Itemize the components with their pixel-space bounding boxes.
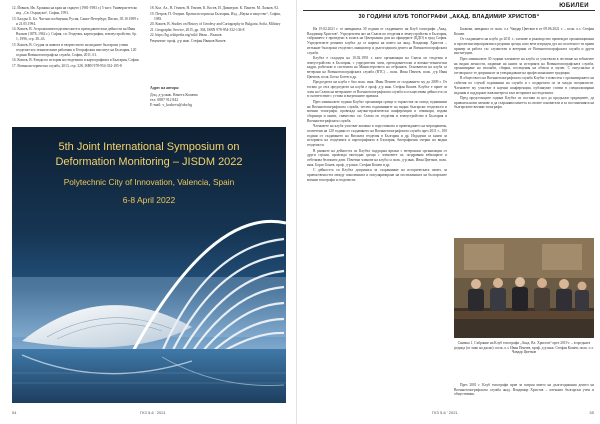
- paragraph: В рамките на дейността си Клубът поддържа връзки с ветерански организации от други страни, провежда ежегодни срещи с членовете си, поздравява юбилярите и отбелязва бележити дати. Почетни членове на клуба са полк. д-р инж. Иван Цветков, полк. инж. Борис Бонев, проф. д-р инж. Стефан Кошев и др.: [307, 148, 447, 167]
- article-closing-paragraph: [454, 383, 594, 397]
- reference-entry: 21. Geographic Service, 2015, pp. 304, ISBN 978-954-332-136-8: [150, 27, 245, 32]
- reference-entry: 19. Петров, П. Очерки. Кратка история на България, Изд. „Наука и изкуство“, София, 1983.: [150, 11, 281, 21]
- group-photo-illustration: [454, 238, 594, 338]
- author-address-block: [150, 86, 286, 108]
- paragraph: На 19.02.2021 г. се навършиха 30 години от създаването на Клуб топографи „Акад. Владимир Христов“. Учредителен акт на Съюза по геодезия и земеустройство в България, събранието е проведено в залата на Централния дом на офицерите (ЦДО) в град София. Учредителите решават клубът да се нарича на името на акад. Владимир Христов – изтъкнат български геодезист, инициатор и дългогодишен деятел на Военнотопографската служба.: [307, 27, 447, 55]
- poster-title-line-1: 5th Joint International Symposium on: [58, 141, 240, 153]
- paragraph: През изминалите 30 години членовете на клуба са участвали в честване на юбилеите на видни личности, издаване на книги за историята на Военнотопографската служба, организиране на изложби, сбирки, посещения на обекти и музеи. С ентусиазъм и отговорност те допринасят за утвърждаване на професионалните традиции.: [454, 56, 594, 75]
- section-label: ЮБИЛЕИ: [559, 3, 589, 9]
- reference-entry: 16. Кошев, В. Етюди по история на геодезията и картографията в България, София.: [12, 58, 140, 63]
- left-journal-issue: ГКЗ 5-6 ' 2021: [140, 410, 166, 415]
- author-email: E-mail: v_kosheva@abv.bg: [150, 103, 193, 107]
- paragraph: С дейността си Клубът допринася за съхраняване на историческата памет, за приемствеността между поколенията и популяризиране на постиженията на българските военни топографи и геодезисти.: [307, 168, 447, 182]
- author-address-title: Адрес на автора:: [150, 86, 180, 90]
- right-journal-issue: ГКЗ 5-6 ' 2021: [432, 410, 458, 415]
- paragraph: Членовете на клуба участват активно в подготовката и провеждането на мероприятия, посветени на 120 години от създаването на Военнотопографската служба през 2011 г., 100 години от създаването на Висшата геодезия в България и др. Издадени са книги за историята на геодезията и картографията в България, биографични очерки на видни геодезисти.: [307, 124, 447, 148]
- section-header-bar: [303, 2, 595, 11]
- paragraph: Клубът е създаден на 10.02.1991 г. като организация на Съюза по геодезия и земеустройство в България, с учредителен член, преподавателски и военно-технически кадри, работили в системата на Министерството на отбраната. Основатели на клуба са ветерани на Военнотопографската служба (ВТС) – полк. Иван Пенчев, полк. д-р Иван Цветков, полк. Ботьо Ботев и др.: [307, 56, 447, 79]
- paragraph: През 2001 г. Клуб топографи прие за патрон името на дългогодишния деятел на Военнотопографската служба акад. Владимир Христов – изтъкнат български учен и общественик.: [454, 383, 594, 397]
- right-page-number: 55: [589, 410, 594, 415]
- reference-entry: 18. Кол. Ал., В. Генчев, Н. Генчев, К. Косев, И. Димитров. К. Пантев. М. Лалков, 92.: [150, 6, 279, 10]
- poster-title: [12, 140, 286, 170]
- references-column-2: [150, 6, 286, 45]
- poster-location: Polytechnic City of Innovation, Valencia, Spain: [63, 177, 235, 187]
- reference-entry: 20. Кошев, В. Studies on History of Geodesy and Cartography in Bulgaria, Sofia, Military: [150, 22, 281, 27]
- paragraph: Пред предстоящите години Клубът си поставя за цел да продължи традициите, да привлича нови членове и да съхранява паметта за своите основатели и за постиженията на българските военни топографи.: [454, 96, 594, 110]
- paragraph: Бялкова, завършил от полк. о.з. Чавдар Цветков в от 09.06.2021 г. – полк. о.з. Стефан Кошев.: [454, 27, 594, 36]
- reference-entry: 14. Кошев, В. Астрономичегеодезическите и преподавателски дейности на Иван Вълков (1878–1962 г.). София, сп. Геодезия, картография, землеустройство, бр. 1, 1996, стр. 38–43.: [12, 27, 137, 42]
- group-photo: [454, 238, 594, 338]
- reference-entry: 15. Кошев, В. Студия за живота и творчеството на видните български учени геодезисти и техническият работник в Географския институт на България, 120 години Военнотопографска служба, София, 2011, 61.: [12, 42, 137, 57]
- reference-entry: 22. https://bg.wikipedia.org/wiki/ Иван – Вълков: [150, 33, 222, 38]
- author-address-line: тел: 0887 912 842: [150, 98, 179, 102]
- left-page: [0, 0, 296, 424]
- poster-title-line-2: Deformation Monitoring – JISDM 2022: [55, 156, 243, 168]
- photo-caption: Снимка 1. Събрание на Клуб топографи „Акад. Вл. Христов“ през 2019 г. – в предната редица (от ляво на дясно): полк. о.з. Иван Пенчев, проф. д-р инж. Стефан Кошев, полк. о.з. Чавдар Цветков: [454, 341, 594, 355]
- paragraph: Председател на клуба е бил полк. инж. Иван Пенчев от създаването му до 2009 г. От тогава до сега председател на клуба е проф. д-р инж. Стефан Кошев. Клубът е приет за член на Съюза на ветераните от Военнотопографската служба и осъществява дейността си в съответствие с устава и вътрешните правила.: [307, 80, 447, 99]
- symposium-poster: [12, 127, 286, 403]
- references-column-1: [12, 6, 140, 70]
- reference-entry: 13. Балдъо Б. Бл. Частни съобщения, Русия, Санкт-Петербург, Писмо, 05.10.1989 г. и 21.05.1994.: [12, 16, 139, 26]
- paragraph: В обществото на Военнотопографската служба Клубът е известен с организирането на събития по случай годишнини на служба и с подкрепата си за млади специалисти. Членовете му участват в научни конференции, публикуват статии в специализирани издания и поддържат жив интереса към историята на геодезията.: [454, 76, 594, 95]
- left-page-number: 54: [12, 410, 17, 415]
- reference-entry: 17. Военноисторическа служба, 2013, стр. 328, ISBN 978-954-332-105-8: [12, 63, 122, 68]
- article-title: 30 ГОДИНИ КЛУБ ТОПОГРАФИ „АКАД. ВЛАДИМИР ХРИСТОВ“: [358, 14, 540, 20]
- article-column-2: [454, 27, 594, 239]
- poster-date: 6-8 April 2022: [122, 195, 176, 205]
- article-column-1: [307, 27, 447, 407]
- paragraph: През изминалите години Клубът организира срещи и тържества по повод годишнини на Военнотопографската служба, чества годишнините на видни български геодезисти и военни топографи, провежда научно-практически конференции и семинари, издава сборници и книги, съвместно със Съюза по геодезия и земеустройство в България и Военногеографската служба.: [307, 99, 447, 123]
- right-page: [297, 0, 600, 424]
- reference-entry: 12. Йовков, Ив. Хроника на края на сърцето (1981-1983 г.) 5 част. Университетско изд. „Св. Охридски“, София, 1991.: [12, 6, 138, 15]
- author-address-line: Доц. д-р инж. Венета Кошева: [150, 93, 198, 97]
- reference-entry: Рецензент: проф. д-р инж. Стефан Иванов Кошев: [150, 38, 226, 43]
- paragraph: От създаването на клуба до 2011 г., членове и ръководство провеждат организационни и просветни мероприятия и редовни срещи, като вече изграден дух на сплотеност ги прави пример за работа със служители и ветерани от Военнотопографската служба и други институции.: [454, 37, 594, 56]
